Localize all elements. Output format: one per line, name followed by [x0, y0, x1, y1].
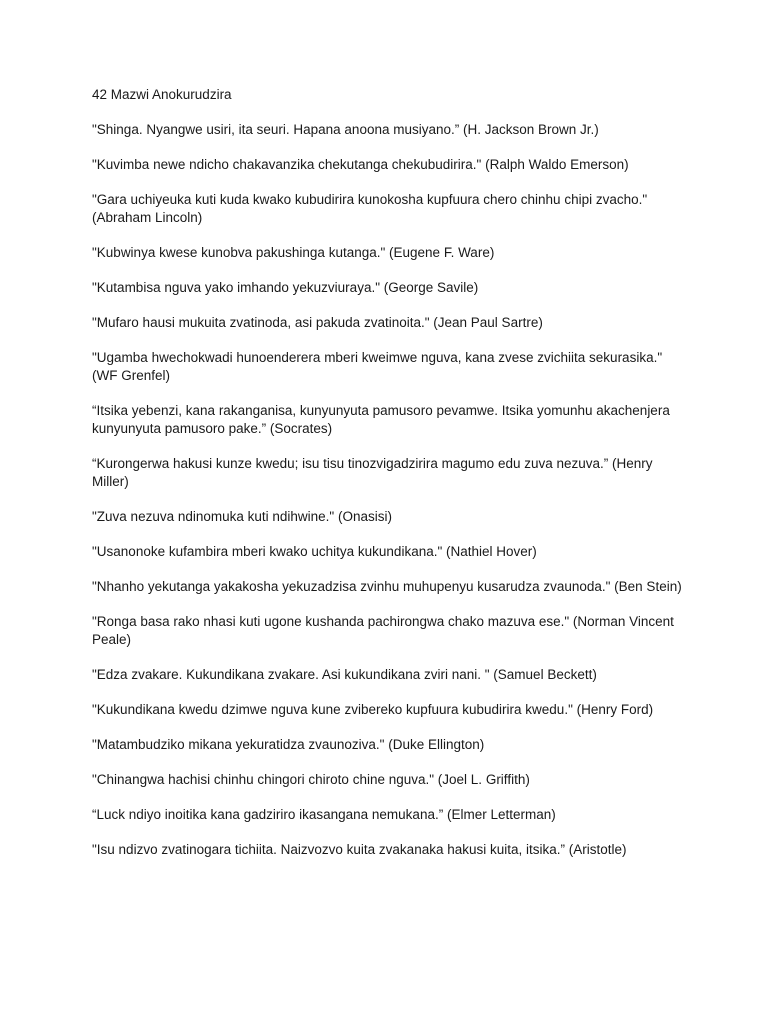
quote-item: “Kurongerwa hakusi kunze kwedu; isu tisu tinozvigadzirira magumo edu zuva nezuva.” (Henry Miller) [92, 456, 653, 489]
quote-item: "Matambudziko mikana yekuratidza zvaunoziva." (Duke Ellington) [92, 737, 485, 752]
quote-item: "Kukundikana kwedu dzimwe nguva kune zvibereko kupfuura kubudirira kwedu." (Henry Ford) [92, 702, 654, 717]
quote-item: "Nhanho yekutanga yakakosha yekuzadzisa zvinhu muhupenyu kusarudza zvaunoda." (Ben Stein) [92, 579, 682, 594]
quote-item: "Gara uchiyeuka kuti kuda kwako kubudirira kunokosha kupfuura chero chinhu chipi zvacho." (Abraham Lincoln) [92, 192, 648, 225]
quote-item: "Chinangwa hachisi chinhu chingori chiroto chine nguva." (Joel L. Griffith) [92, 772, 530, 787]
quote-item: "Mufaro hausi mukuita zvatinoda, asi pakuda zvatinoita." (Jean Paul Sartre) [92, 315, 543, 330]
quote-item: "Isu ndizvo zvatinogara tichiita. Naizvozvo kuita zvakanaka hakusi kuita, itsika.” (Aristotle) [92, 842, 627, 857]
quote-item: "Ronga basa rako nhasi kuti ugone kushanda pachirongwa chako mazuva ese." (Norman Vincent Peale) [92, 614, 674, 647]
quote-item: "Kuvimba newe ndicho chakavanzika chekutanga chekubudirira." (Ralph Waldo Emerson) [92, 157, 629, 172]
quote-item: “Itsika yebenzi, kana rakanganisa, kunyunyuta pamusoro pevamwe. Itsika yomunhu akachenjera kunyunyuta pamusoro pake.” (Socrates) [92, 403, 670, 436]
quote-item: “Luck ndiyo inoitika kana gadziriro ikasangana nemukana.” (Elmer Letterman) [92, 807, 556, 822]
quote-item: "Kubwinya kwese kunobva pakushinga kutanga." (Eugene F. Ware) [92, 245, 495, 260]
quote-item: "Zuva nezuva ndinomuka kuti ndihwine." (Onasisi) [92, 509, 392, 524]
quote-item: "Kutambisa nguva yako imhando yekuzviuraya." (George Savile) [92, 280, 479, 295]
quote-item: "Edza zvakare. Kukundikana zvakare. Asi kukundikana zviri nani. " (Samuel Beckett) [92, 667, 597, 682]
document-page [92, 86, 682, 876]
quote-item: "Usanonoke kufambira mberi kwako uchitya kukundikana." (Nathiel Hover) [92, 544, 537, 559]
quote-item: "Ugamba hwechokwadi hunoenderera mberi kweimwe nguva, kana zvese zvichiita sekurasika." (WF Grenfel) [92, 350, 663, 383]
quote-list [92, 121, 682, 859]
document-title: 42 Mazwi Anokurudzira [92, 87, 232, 102]
quote-item: "Shinga. Nyangwe usiri, ita seuri. Hapana anoona musiyano.” (H. Jackson Brown Jr.) [92, 122, 599, 137]
